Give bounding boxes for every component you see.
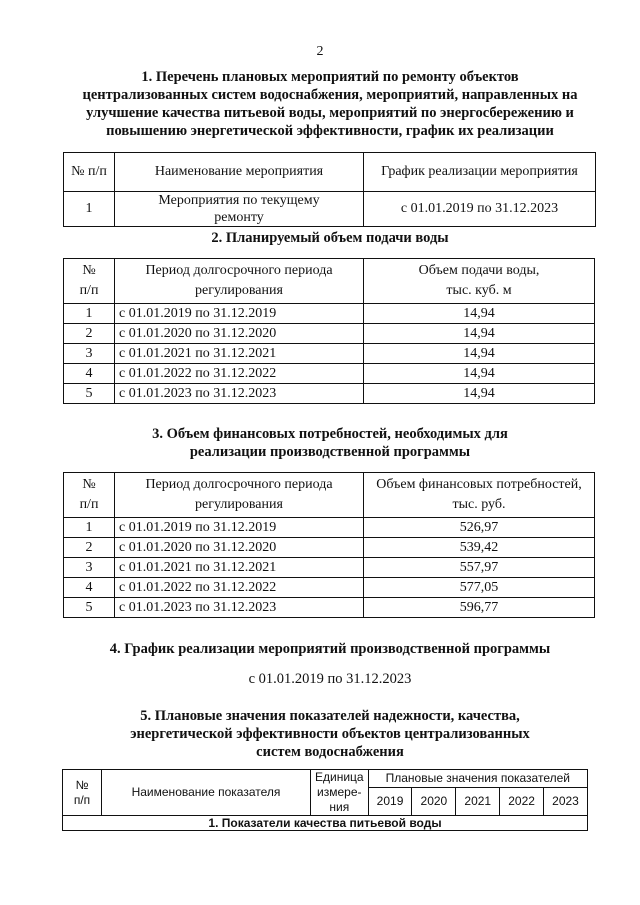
row-value: 14,94: [364, 364, 595, 384]
page-number: 2: [316, 44, 324, 59]
header-line: измере-: [317, 785, 362, 799]
section3-table: [63, 472, 595, 618]
header-line: №: [82, 263, 96, 278]
section5-title-line: энергетической эффективности объектов централизованных: [130, 726, 530, 742]
header-value: [364, 259, 595, 304]
section3-title-line: реализации производственной программы: [189, 444, 471, 460]
header-period: [115, 473, 364, 518]
table-row: [64, 538, 595, 558]
header-line: Единица: [315, 770, 364, 784]
header-indicator-name: Наименование показателя: [102, 770, 311, 816]
header-planned-values: Плановые значения показателей: [368, 770, 587, 788]
header-line: тыс. куб. м: [446, 283, 512, 298]
section1-title-line: централизованных систем водоснабжения, мероприятий, направленных на: [82, 87, 578, 103]
header-name: Наименование мероприятия: [115, 153, 364, 192]
row-period: с 01.01.2019 по 31.12.2019: [115, 304, 364, 324]
row-name-line: Мероприятия по текущему: [158, 193, 320, 208]
header-unit: [311, 770, 369, 816]
header-line: п/п: [73, 792, 91, 807]
section4-title: 4. График реализации мероприятий производственной программы: [109, 641, 551, 657]
section1-table: [63, 152, 596, 227]
row-value: 14,94: [364, 344, 595, 364]
row-value: 526,97: [364, 518, 595, 538]
section3-title-line: 3. Объем финансовых потребностей, необходимых для: [152, 426, 508, 442]
row-period: с 01.01.2020 по 31.12.2020: [115, 324, 364, 344]
row-num: 4: [64, 364, 115, 384]
row-period: с 01.01.2023 по 31.12.2023: [115, 598, 364, 618]
table-row: [64, 324, 595, 344]
table-row: [64, 192, 596, 227]
section5-title-line: систем водоснабжения: [256, 744, 404, 760]
header-line: Период долгосрочного периода: [145, 477, 333, 492]
header-num: [63, 770, 102, 816]
row-value: 14,94: [364, 324, 595, 344]
header-schedule: График реализации мероприятия: [364, 153, 596, 192]
table-row: [64, 384, 595, 404]
header-line: п/п: [79, 283, 99, 298]
row-value: 14,94: [364, 384, 595, 404]
header-num: № п/п: [64, 153, 115, 192]
section1-title-line: улучшение качества питьевой воды, мероприятий по энергосбережению и: [86, 105, 574, 121]
header-year: 2022: [500, 787, 544, 815]
section5-title: [60, 707, 600, 761]
header-value: [364, 473, 595, 518]
section2-table: [63, 258, 595, 404]
row-period: с 01.01.2022 по 31.12.2022: [115, 578, 364, 598]
row-period: с 01.01.2020 по 31.12.2020: [115, 538, 364, 558]
table-header-row: [64, 473, 595, 518]
row-value: 596,77: [364, 598, 595, 618]
row-num: 2: [64, 538, 115, 558]
row-num: 5: [64, 598, 115, 618]
header-line: №: [75, 777, 89, 792]
header-num: [64, 473, 115, 518]
row-num: 1: [64, 304, 115, 324]
row-name: [115, 192, 364, 227]
row-name-line: ремонту: [214, 210, 264, 225]
header-line: Объем подачи воды,: [418, 263, 540, 278]
row-value: 577,05: [364, 578, 595, 598]
section5-table: [62, 769, 588, 831]
header-period: [115, 259, 364, 304]
header-year: 2019: [368, 787, 412, 815]
table-row: [64, 304, 595, 324]
row-num: 4: [64, 578, 115, 598]
header-line: Объем финансовых потребностей,: [376, 477, 582, 492]
table-row: [64, 518, 595, 538]
table-row: [64, 364, 595, 384]
row-value: 539,42: [364, 538, 595, 558]
section1-title: [60, 68, 600, 140]
header-line: №: [82, 477, 96, 492]
row-num: 3: [64, 344, 115, 364]
table-row: [64, 598, 595, 618]
section2-title: 2. Планируемый объем подачи воды: [211, 230, 449, 246]
row-value: 14,94: [364, 304, 595, 324]
section4-period: с 01.01.2019 по 31.12.2023: [248, 671, 412, 687]
header-line: Период долгосрочного периода: [145, 263, 333, 278]
header-year: 2023: [544, 787, 588, 815]
section3-title: [60, 425, 600, 461]
table-header-row: [64, 153, 596, 192]
row-value: 557,97: [364, 558, 595, 578]
header-num: [64, 259, 115, 304]
row-period: с 01.01.2019 по 31.12.2019: [115, 518, 364, 538]
header-line: регулирования: [195, 283, 283, 298]
row-num: 2: [64, 324, 115, 344]
section1-title-line: повышению энергетической эффективности, график их реализации: [106, 123, 554, 139]
table-row: [64, 578, 595, 598]
row-period: с 01.01.2022 по 31.12.2022: [115, 364, 364, 384]
header-line: регулирования: [195, 497, 283, 512]
header-line: ния: [329, 800, 350, 814]
row-period: с 01.01.2021 по 31.12.2021: [115, 344, 364, 364]
row-period: с 01.01.2021 по 31.12.2021: [115, 558, 364, 578]
row-num: 3: [64, 558, 115, 578]
header-year: 2020: [412, 787, 456, 815]
row-schedule: с 01.01.2019 по 31.12.2023: [364, 192, 596, 227]
table-header-row: [64, 259, 595, 304]
row-num: 1: [64, 192, 115, 227]
row-period: с 01.01.2023 по 31.12.2023: [115, 384, 364, 404]
section1-title-line: 1. Перечень плановых мероприятий по ремонту объектов: [141, 69, 519, 85]
table-header-row: [63, 770, 588, 788]
table-row: [64, 344, 595, 364]
header-line: п/п: [79, 497, 99, 512]
row-num: 5: [64, 384, 115, 404]
group-row-label: 1. Показатели качества питьевой воды: [63, 816, 588, 831]
table-group-row: [63, 816, 588, 831]
header-line: тыс. руб.: [452, 497, 506, 512]
row-num: 1: [64, 518, 115, 538]
header-year: 2021: [456, 787, 500, 815]
section5-title-line: 5. Плановые значения показателей надежности, качества,: [140, 708, 520, 724]
table-row: [64, 558, 595, 578]
